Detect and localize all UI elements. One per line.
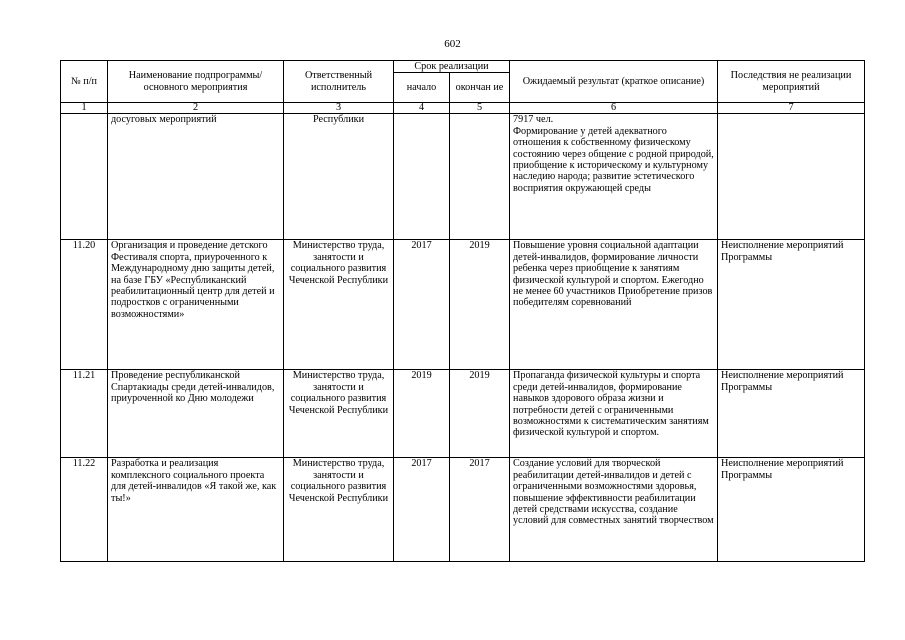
row-executor: Республики	[284, 114, 394, 240]
row-result: Создание условий для творческой реабилитации детей-инвалидов и детей с ограниченными возможностями здоровья, повышение эффективности реабилитации детей средствами искусства, создание условий для совместных занятий творчеством	[510, 458, 718, 562]
row-consequence: Неисполнение мероприятий Программы	[718, 458, 865, 562]
header-result: Ожидаемый результат (краткое описание)	[510, 61, 718, 103]
row-num: 11.21	[61, 370, 108, 458]
row-executor: Министерство труда, занятости и социального развития Чеченской Республики	[284, 370, 394, 458]
column-number: 7	[718, 103, 865, 114]
row-result: 7917 чел. Формирование у детей адекватного отношения к собственному физическому состоянию через общение с родной природой, приобщение к историческому и культурному наследию народа; развитие эстетического восприятия окружающей среды	[510, 114, 718, 240]
header-executor: Ответственный исполнитель	[284, 61, 394, 103]
table-row	[61, 240, 865, 370]
header-end: окончан ие	[450, 73, 510, 103]
table-row	[61, 458, 865, 562]
column-number: 6	[510, 103, 718, 114]
row-result: Пропаганда физической культуры и спорта среди детей-инвалидов, формирование навыков здорового образа жизни и потребности детей с ограниченными возможностями к систематическим занятиям физической культурой и спортом.	[510, 370, 718, 458]
row-num: 11.20	[61, 240, 108, 370]
row-name: Проведение республиканской Спартакиады среди детей-инвалидов, приуроченной ко Дню молодежи	[108, 370, 284, 458]
row-executor: Министерство труда, занятости и социального развития Чеченской Республики	[284, 240, 394, 370]
column-number: 2	[108, 103, 284, 114]
row-end: 2019	[450, 240, 510, 370]
row-end: 2017	[450, 458, 510, 562]
row-end: 2019	[450, 370, 510, 458]
row-executor: Министерство труда, занятости и социального развития Чеченской Республики	[284, 458, 394, 562]
row-result: Повышение уровня социальной адаптации детей-инвалидов, формирование личности ребенка через приобщение к занятиям физической культурой и спортом. Ежегодно не менее 60 участников Приобретение призов победителям соревнований	[510, 240, 718, 370]
row-name: Разработка и реализация комплексного социального проекта для детей-инвалидов «Я такой же, как ты!»	[108, 458, 284, 562]
header-start: начало	[394, 73, 450, 103]
header-consequence: Последствия не реализации мероприятий	[718, 61, 865, 103]
row-end	[450, 114, 510, 240]
row-start	[394, 114, 450, 240]
column-number: 5	[450, 103, 510, 114]
row-start: 2017	[394, 458, 450, 562]
row-num	[61, 114, 108, 240]
column-number: 3	[284, 103, 394, 114]
column-number: 1	[61, 103, 108, 114]
row-consequence: Неисполнение мероприятий Программы	[718, 240, 865, 370]
page-number: 602	[444, 38, 461, 50]
row-name: Организация и проведение детского Фестиваля спорта, приуроченного к Международному дню защиты детей, на базе ГБУ «Республиканский реабилитационный центр для детей и подростков с ограниченными возможностями»	[108, 240, 284, 370]
row-start: 2017	[394, 240, 450, 370]
header-name: Наименование подпрограммы/ основного мероприятия	[108, 61, 284, 103]
header-num: № п/п	[61, 61, 108, 103]
header-period: Срок реализации	[394, 61, 510, 73]
column-number: 4	[394, 103, 450, 114]
table-row	[61, 114, 865, 240]
row-consequence	[718, 114, 865, 240]
row-name: досуговых мероприятий	[108, 114, 284, 240]
row-start: 2019	[394, 370, 450, 458]
program-activities-table	[60, 60, 865, 562]
table-row	[61, 370, 865, 458]
row-consequence: Неисполнение мероприятий Программы	[718, 370, 865, 458]
row-num: 11.22	[61, 458, 108, 562]
